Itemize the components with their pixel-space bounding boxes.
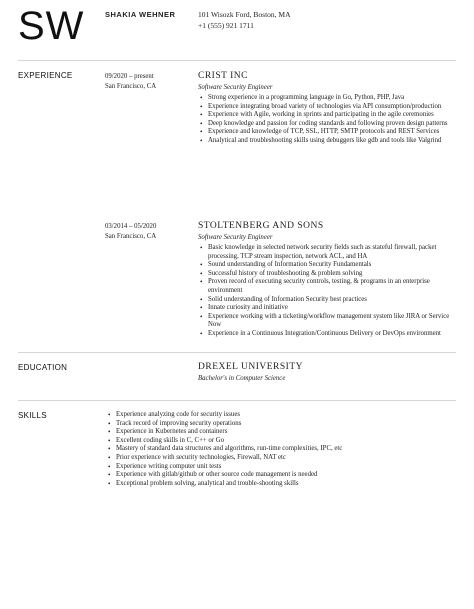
list-item: • Strong experience in a programming language in Go, Python, PHP, Java	[198, 94, 453, 103]
job-bullets	[198, 94, 453, 146]
section-label-experience: EXPERIENCE	[18, 71, 73, 80]
job-dates: 09/2020 – present	[105, 73, 154, 80]
job-entry	[198, 220, 453, 339]
job-title: Software Security Engineer	[198, 234, 273, 241]
contact-block	[198, 10, 290, 31]
education-entry	[198, 361, 453, 385]
company-name: STOLTENBERG AND SONS	[198, 221, 324, 231]
list-item: • Experience integrating broad variety of technologies via API consumption/production	[198, 103, 453, 112]
job-title: Software Security Engineer	[198, 84, 273, 91]
list-item: • Track record of improving security operations	[105, 420, 455, 429]
phone: +1 (555) 921 1711	[198, 20, 254, 30]
list-item: • Experience analyzing code for security issues	[105, 411, 455, 420]
list-item: • Analytical and troubleshooting skills using debuggers like gdb and tools like Valgrind	[198, 137, 453, 146]
list-item: • Mastery of standard data structures and algorithms, run-time complexities, IPC, etc	[105, 445, 455, 454]
divider	[18, 60, 456, 61]
list-item: • Experience and knowledge of TCP, SSL, HTTP, SMTP protocols and REST Services	[198, 128, 453, 137]
job-meta	[105, 222, 156, 242]
list-item: • Deep knowledge and passion for coding standards and following proven design patterns	[198, 120, 453, 129]
list-item: • Experience with gitlab/github or other source code management is needed	[105, 471, 455, 480]
job-dates: 03/2014 – 05/2020	[105, 223, 157, 230]
list-item: • Prior experience with security technologies, Firewall, NAT etc	[105, 454, 455, 463]
job-entry	[198, 70, 453, 146]
list-item: • Sound understanding of Information Security Fundamentals	[198, 261, 453, 270]
list-item: • Exceptional problem solving, analytical and trouble-shooting skills	[105, 480, 455, 489]
list-item: • Excellent coding skills in C, C++ or Go	[105, 437, 455, 446]
company-name: CRIST INC	[198, 71, 248, 81]
list-item: • Experience working with a ticketing/workflow management system like JIRA or Service Now	[198, 313, 453, 330]
section-label-education: EDUCATION	[18, 363, 68, 372]
degree: Bachelor's in Computer Science	[198, 375, 286, 382]
list-item: • Experience writing computer unit tests	[105, 463, 455, 472]
list-item: • Experience in a Continuous Integration/Continuous Delivery or DevOps environment	[198, 330, 453, 339]
address: 101 Wisozk Ford, Boston, MA	[198, 10, 291, 19]
job-location: San Francisco, CA	[105, 233, 157, 240]
section-label-skills: SKILLS	[18, 411, 47, 420]
divider	[18, 400, 456, 401]
job-bullets	[198, 244, 453, 339]
job-location: San Francisco, CA	[105, 83, 157, 90]
candidate-name: SHAKIA WEHNER	[105, 10, 176, 19]
monogram: SW	[18, 4, 85, 48]
list-item: • Solid understanding of Information Security best practices	[198, 296, 453, 305]
list-item: • Proven record of executing security controls, testing, & programs in an enterprise environment	[198, 278, 453, 295]
list-item: • Successful history of troubleshooting & problem solving	[198, 270, 453, 279]
list-item: • Basic knowledge in selected network security fields such as stateful firewall, packet processing, TCP stream inspection, network ACL, and HA	[198, 244, 453, 261]
skills-list	[105, 411, 455, 488]
job-meta	[105, 72, 156, 92]
school-name: DREXEL UNIVERSITY	[198, 362, 303, 372]
list-item: • Innate curiosity and initiative	[198, 304, 453, 313]
divider	[18, 352, 456, 353]
list-item: • Experience with Agile, working in sprints and participating in the agile ceremonies	[198, 111, 453, 120]
list-item: • Experience in Kubernetes and containers	[105, 428, 455, 437]
